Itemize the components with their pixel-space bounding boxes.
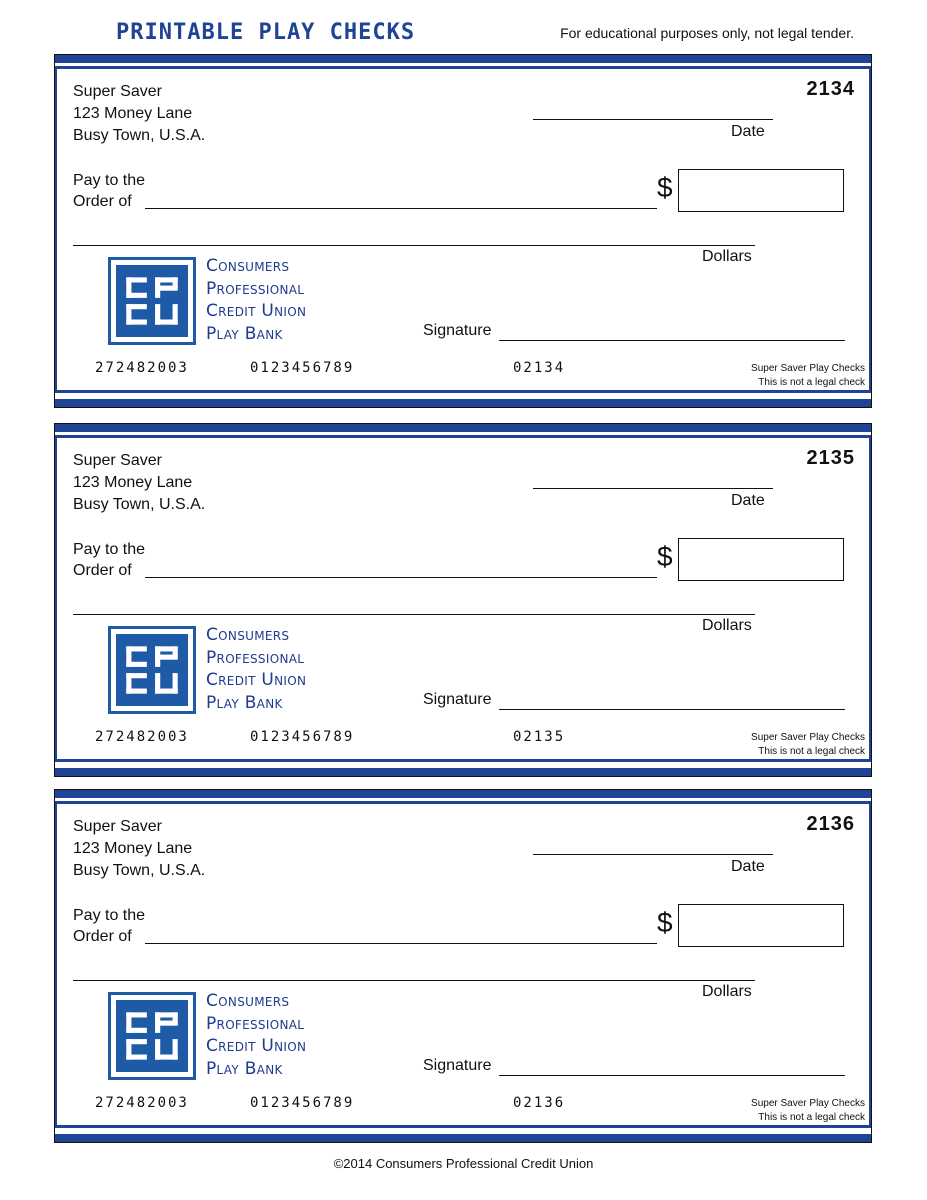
payee-field[interactable] (145, 577, 657, 578)
footer-note-line2: This is not a legal check (758, 1112, 865, 1123)
amount-field[interactable] (678, 169, 844, 212)
payer-street: 123 Money Lane (73, 105, 193, 122)
date-field[interactable] (533, 488, 773, 489)
payer-name: Super Saver (73, 818, 162, 835)
dollars-label: Dollars (702, 617, 752, 634)
copyright-footer: ©2014 Consumers Professional Credit Union (333, 1156, 594, 1171)
top-border-stripe (55, 801, 871, 804)
bottom-border-stripe (55, 1125, 871, 1128)
page-title: PRINTABLE PLAY CHECKS (116, 20, 416, 45)
payto-label-line2: Order of (73, 562, 132, 579)
bank-name-line: Play Bank (206, 1058, 283, 1079)
dollar-sign: $ (657, 907, 673, 938)
right-border-stripe (869, 438, 871, 759)
bottom-border-band (55, 399, 871, 407)
top-border-stripe (55, 435, 871, 438)
micr-routing-number: 272482003 (95, 360, 189, 376)
check-number: 2136 (806, 813, 855, 835)
micr-check-number: 02134 (513, 360, 566, 376)
signature-label: Signature (423, 322, 492, 339)
amount-in-words-field[interactable] (73, 980, 755, 981)
payer-name: Super Saver (73, 83, 162, 100)
date-field[interactable] (533, 854, 773, 855)
cpcu-logo-glyph (116, 634, 188, 706)
cpcu-logo-glyph (116, 265, 188, 337)
payto-label-line1: Pay to the (73, 907, 146, 924)
check-footer-note (751, 1097, 865, 1125)
date-label: Date (731, 492, 765, 509)
check-2 (54, 423, 872, 777)
dollars-label: Dollars (702, 983, 752, 1000)
footer-note-line1: Super Saver Play Checks (751, 363, 865, 374)
bank-name-line: Play Bank (206, 323, 283, 344)
bank-name-line: Credit Union (206, 1036, 307, 1056)
footer-note-line2: This is not a legal check (758, 377, 865, 388)
signature-field[interactable] (499, 1075, 845, 1076)
payto-label-line2: Order of (73, 193, 132, 210)
amount-field[interactable] (678, 538, 844, 581)
payer-address (73, 450, 205, 516)
signature-field[interactable] (499, 709, 845, 710)
bottom-border-stripe (55, 759, 871, 762)
bank-name-line: Credit Union (206, 670, 307, 690)
dollars-label: Dollars (702, 248, 752, 265)
payto-label (73, 170, 145, 212)
signature-label: Signature (423, 691, 492, 708)
payer-city: Busy Town, U.S.A. (73, 127, 206, 144)
footer-note-line1: Super Saver Play Checks (751, 732, 865, 743)
amount-field[interactable] (678, 904, 844, 947)
payto-label (73, 539, 145, 581)
bank-name-line: Consumers (206, 991, 290, 1011)
bank-name-line: Professional (206, 278, 305, 299)
micr-account-number: 0123456789 (250, 360, 355, 376)
payto-label-line2: Order of (73, 928, 132, 945)
footer-note-line2: This is not a legal check (758, 746, 865, 757)
date-label: Date (731, 858, 765, 875)
bottom-border-stripe (55, 390, 871, 393)
bank-name (206, 624, 306, 714)
check-footer-note (751, 731, 865, 759)
payto-label-line1: Pay to the (73, 172, 146, 189)
footer-note-line1: Super Saver Play Checks (751, 1098, 865, 1109)
bottom-border-band (55, 768, 871, 776)
payer-address (73, 81, 205, 147)
check-number: 2135 (806, 447, 855, 469)
top-border-band (55, 55, 871, 63)
micr-routing-number: 272482003 (95, 1095, 189, 1111)
disclaimer-note: For educational purposes only, not legal tender. (560, 25, 854, 41)
left-border-stripe (55, 438, 57, 759)
payto-label-line1: Pay to the (73, 541, 146, 558)
payer-address (73, 816, 205, 882)
micr-account-number: 0123456789 (250, 729, 355, 745)
top-border-stripe (55, 66, 871, 69)
bottom-border-band (55, 1134, 871, 1142)
micr-check-number: 02136 (513, 1095, 566, 1111)
bank-name-line: Credit Union (206, 301, 307, 321)
check-number: 2134 (806, 78, 855, 100)
bank-name-line: Consumers (206, 256, 290, 276)
left-border-stripe (55, 69, 57, 390)
amount-in-words-field[interactable] (73, 614, 755, 615)
right-border-stripe (869, 69, 871, 390)
bank-name (206, 990, 306, 1080)
bank-name-line: Professional (206, 647, 305, 668)
payer-street: 123 Money Lane (73, 840, 193, 857)
top-border-band (55, 790, 871, 798)
date-label: Date (731, 123, 765, 140)
bank-name (206, 255, 306, 345)
signature-label: Signature (423, 1057, 492, 1074)
cpcu-logo-icon (108, 626, 196, 714)
micr-routing-number: 272482003 (95, 729, 189, 745)
cpcu-logo-icon (108, 257, 196, 345)
cpcu-logo-glyph (116, 1000, 188, 1072)
dollar-sign: $ (657, 541, 673, 572)
check-1 (54, 54, 872, 408)
amount-in-words-field[interactable] (73, 245, 755, 246)
check-3 (54, 789, 872, 1143)
check-footer-note (751, 362, 865, 390)
payer-name: Super Saver (73, 452, 162, 469)
top-border-band (55, 424, 871, 432)
bank-name-line: Play Bank (206, 692, 283, 713)
cpcu-logo-icon (108, 992, 196, 1080)
payer-street: 123 Money Lane (73, 474, 193, 491)
payee-field[interactable] (145, 943, 657, 944)
right-border-stripe (869, 804, 871, 1125)
payee-field[interactable] (145, 208, 657, 209)
bank-name-line: Consumers (206, 625, 290, 645)
date-field[interactable] (533, 119, 773, 120)
payer-city: Busy Town, U.S.A. (73, 862, 206, 879)
dollar-sign: $ (657, 172, 673, 203)
left-border-stripe (55, 804, 57, 1125)
micr-check-number: 02135 (513, 729, 566, 745)
payer-city: Busy Town, U.S.A. (73, 496, 206, 513)
payto-label (73, 905, 145, 947)
signature-field[interactable] (499, 340, 845, 341)
bank-name-line: Professional (206, 1013, 305, 1034)
micr-account-number: 0123456789 (250, 1095, 355, 1111)
